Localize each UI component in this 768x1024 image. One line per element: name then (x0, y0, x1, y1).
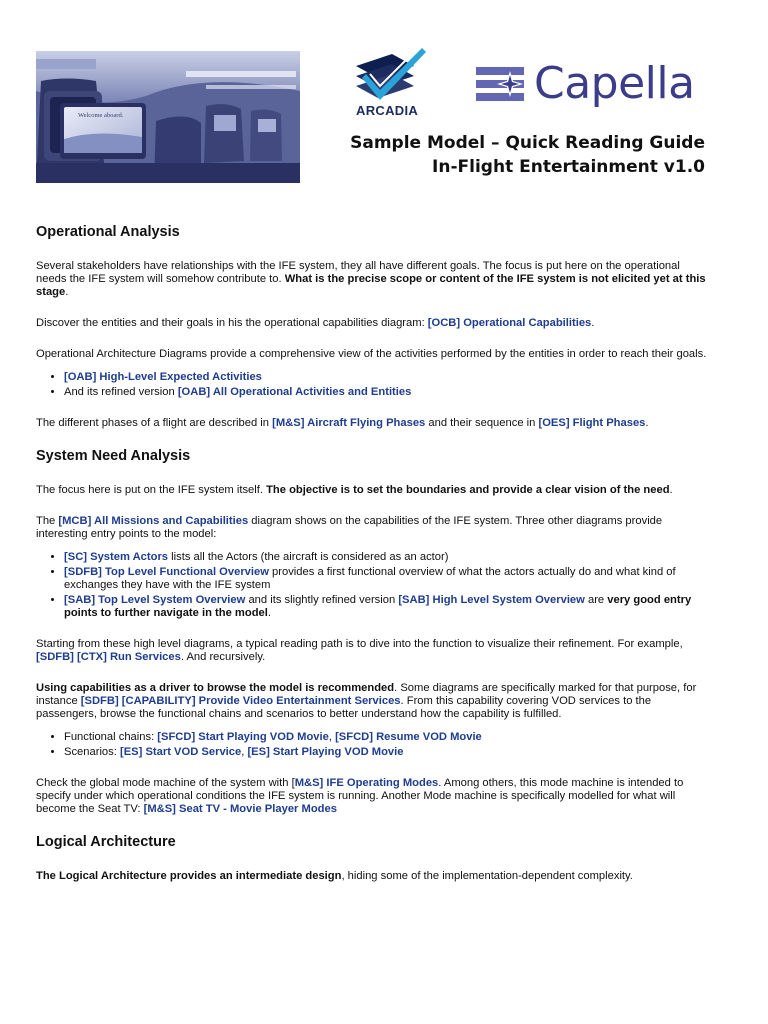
text: Starting from these high level diagrams, a typical reading path is to dive into the function to visualize their refinement. For example, (36, 638, 683, 650)
text: diagram shows on the capabilities of the IFE system. Three other diagrams provide interesting entry points to the model: (36, 515, 663, 540)
oa-paragraph-4 (36, 417, 710, 430)
link-oab-high-level-expected-activities[interactable]: [OAB] High-Level Expected Activities (64, 371, 262, 383)
list-item (64, 371, 710, 384)
link-ocb-operational-capabilities[interactable]: [OCB] Operational Capabilities (427, 317, 592, 329)
link-sfcd-resume-vod-movie[interactable]: [SFCD] Resume VOD Movie (335, 731, 482, 743)
sna-chains-list (36, 731, 710, 759)
text: Discover the entities and their goals in his the operational capabilities diagram: (36, 317, 428, 329)
la-paragraph-1 (36, 870, 710, 883)
oa-paragraph-2 (36, 317, 710, 330)
sna-paragraph-3 (36, 638, 710, 664)
text: And its refined version (64, 386, 178, 398)
list-item (64, 731, 710, 744)
text: Check the global mode machine of the system with [ (36, 777, 295, 789)
text: . (591, 317, 595, 329)
capella-wordmark: Capella (534, 58, 695, 109)
link-ms-aircraft-flying-phases[interactable]: [M&S] Aircraft Flying Phases (272, 417, 426, 429)
sna-paragraph-4 (36, 682, 710, 721)
text: lists all the Actors (the aircraft is considered as an actor) (168, 551, 449, 563)
text: , (328, 731, 336, 743)
text: provides a first functional overview of what the actors actually do and what kind of exchanges they have with the IFE system (64, 566, 676, 591)
cabin-photo (36, 51, 300, 183)
text: . (267, 607, 271, 619)
emphasis-text: Using capabilities as a driver to browse the model is recommended (36, 682, 395, 694)
link-sab-top-level-system-overview[interactable]: [SAB] Top Level System Overview (64, 594, 246, 606)
section-heading-logical-architecture: Logical Architecture (36, 834, 176, 850)
document-title (350, 131, 705, 179)
text: Scenarios: (64, 746, 120, 758)
text: . (65, 286, 69, 298)
link-ms-seat-tv-movie-player-modes[interactable]: [M&S] Seat TV - Movie Player Modes (143, 803, 337, 815)
link-sdfb-ctx-run-services[interactable]: [SDFB] [CTX] Run Services (36, 651, 181, 663)
list-item (64, 746, 710, 759)
list-item (64, 386, 710, 399)
link-es-start-vod-service[interactable]: [ES] Start VOD Service (119, 746, 242, 758)
text: . And recursively. (180, 651, 266, 663)
section-heading-system-need-analysis: System Need Analysis (36, 448, 191, 464)
text: Functional chains: (64, 731, 158, 743)
capella-logo (476, 60, 695, 108)
sna-paragraph-2 (36, 515, 710, 541)
text: . Among others, this mode machine is intended to specify under which operational conditions the IFE system is running. Another Mode machine is specifically modelled for what will become the Seat TV: (36, 777, 684, 815)
sna-entry-points-list (36, 551, 710, 620)
title-line-1: Sample Model – Quick Reading Guide (350, 133, 705, 153)
sna-paragraph-5 (36, 777, 710, 816)
link-sdfb-capability-provide-video-entertainment[interactable]: [SDFB] [CAPABILITY] Provide Video Entertainment Services (80, 695, 401, 707)
link-mcb-all-missions-and-capabilities[interactable]: [MCB] All Missions and Capabilities (58, 515, 249, 527)
oa-paragraph-3: Operational Architecture Diagrams provide a comprehensive view of the activities performed by the entities in order to reach their goals. (36, 348, 707, 360)
section-heading-operational-analysis: Operational Analysis (36, 224, 180, 240)
text: . (645, 417, 649, 429)
link-sc-system-actors[interactable]: [SC] System Actors (64, 551, 169, 563)
text: , (241, 746, 248, 758)
emphasis-text: What is the precise scope or content of the IFE system is not elicited yet at this stage (36, 273, 706, 298)
link-sfcd-start-playing-vod-movie[interactable]: [SFCD] Start Playing VOD Movie (157, 731, 329, 743)
seatback-screen-text: Welcome aboard. (78, 112, 124, 119)
list-item (64, 594, 710, 620)
emphasis-text: The Logical Architecture provides an intermediate design (36, 870, 342, 882)
text: The different phases of a flight are described in (36, 417, 273, 429)
link-sab-high-level-system-overview[interactable]: [SAB] High Level System Overview (398, 594, 585, 606)
text: and its slightly refined version (245, 594, 399, 606)
arcadia-check-icon (352, 44, 432, 104)
link-sdfb-top-level-functional-overview[interactable]: [SDFB] Top Level Functional Overview (64, 566, 269, 578)
emphasis-text: very good entry points to further navigate in the model (64, 594, 692, 619)
capella-star-icon (476, 67, 524, 101)
text: The (36, 515, 59, 527)
text: . From this capability covering VOD services to the passengers, browse the functional chains and scenarios to better understand how the capability is fulfilled. (36, 695, 652, 720)
link-oab-all-operational-activities[interactable]: [OAB] All Operational Activities and Entities (177, 386, 412, 398)
oa-paragraph-1 (36, 260, 710, 299)
oa-bullet-list (36, 371, 710, 399)
airplane-cabin-illustration (36, 51, 300, 183)
link-oes-flight-phases[interactable]: [OES] Flight Phases (538, 417, 646, 429)
emphasis-text: The objective is to set the boundaries and provide a clear vision of the need (266, 484, 670, 496)
list-item (64, 566, 710, 592)
text: . Some diagrams are specifically marked for that purpose, for instance (36, 682, 697, 707)
document-body (36, 222, 710, 901)
text: The focus here is put on the IFE system itself. (36, 484, 267, 496)
text: are (584, 594, 608, 606)
sna-paragraph-1 (36, 484, 710, 497)
arcadia-wordmark: ARCADIA (356, 103, 419, 118)
list-item (64, 551, 710, 564)
link-ms-ife-operating-modes[interactable]: M&S] IFE Operating Modes (294, 777, 439, 789)
text: Several stakeholders have relationships with the IFE system, they all have different goals. The focus is put here on the operational needs the IFE system will somehow contribute to. (36, 260, 680, 285)
text: and their sequence in (425, 417, 539, 429)
link-es-start-playing-vod-movie[interactable]: [ES] Start Playing VOD Movie (247, 746, 404, 758)
text: . (669, 484, 673, 496)
text: , hiding some of the implementation-dependent complexity. (341, 870, 633, 882)
title-line-2: In-Flight Entertainment v1.0 (432, 157, 705, 177)
